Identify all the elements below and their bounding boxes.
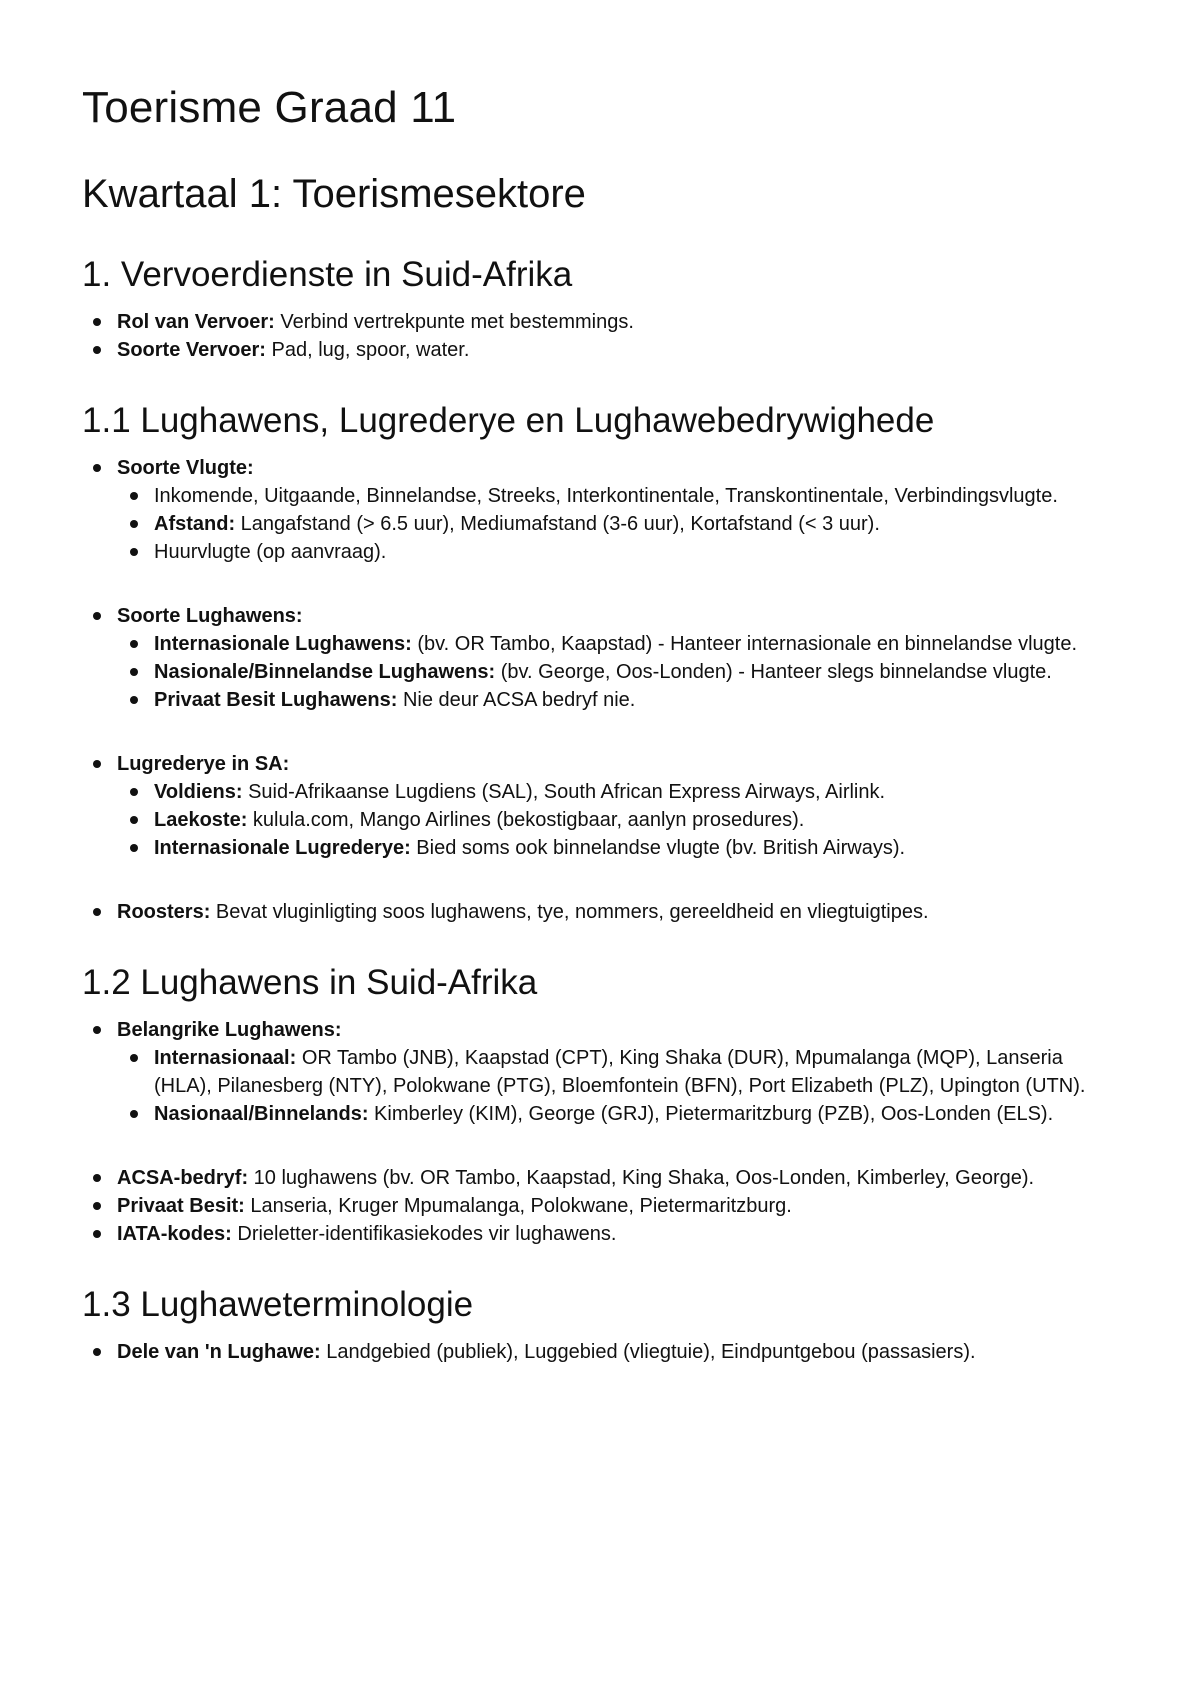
section-heading: 1.3 Lughaweterminologie <box>82 1285 474 1324</box>
item-label: Lugrederye in SA: <box>117 753 290 775</box>
sub-list-item <box>154 806 1120 834</box>
item-label: Roosters: <box>117 901 211 923</box>
section-heading: 1. Vervoerdienste in Suid-Afrika <box>82 255 573 294</box>
item-text: Kimberley (KIM), George (GRJ), Pietermaritzburg (PZB), Oos-Londen (ELS). <box>368 1103 1054 1125</box>
item-label: Afstand: <box>154 513 236 535</box>
list-item <box>117 602 1120 714</box>
item-label: Internasionaal: <box>154 1047 297 1069</box>
sub-list-item <box>154 630 1120 658</box>
item-label: Internasionale Lughawens: <box>154 633 412 655</box>
item-text: Bevat vluginligting soos lughawens, tye, nommers, gereeldheid en vliegtuigtipes. <box>210 901 929 923</box>
item-text: Pad, lug, spoor, water. <box>265 339 470 361</box>
item-label: Belangrike Lughawens: <box>117 1019 342 1041</box>
item-text: Landgebied (publiek), Luggebied (vliegtuie), Eindpuntgebou (passasiers). <box>320 1341 976 1363</box>
item-label: Internasionale Lugrederye: <box>154 837 411 859</box>
item-label: Soorte Vervoer: <box>117 339 266 361</box>
bullet-list <box>117 454 1120 566</box>
item-text: kulula.com, Mango Airlines (bekostigbaar, aanlyn prosedures). <box>247 809 805 831</box>
quarter-title: Kwartaal 1: Toerismesektore <box>82 172 586 216</box>
sub-list-item <box>154 538 1120 566</box>
item-text: (bv. OR Tambo, Kaapstad) - Hanteer internasionale en binnelandse vlugte. <box>411 633 1078 655</box>
sub-list <box>154 482 1120 566</box>
section-airport-terminology <box>82 1284 1120 1366</box>
list-item <box>117 1192 1120 1220</box>
item-label: Soorte Lughawens: <box>117 605 303 627</box>
list-item <box>117 308 1120 336</box>
section-heading: 1.2 Lughawens in Suid-Afrika <box>82 963 538 1002</box>
sub-list-item <box>154 1100 1120 1128</box>
sub-list-item <box>154 1044 1120 1100</box>
sub-list-item <box>154 778 1120 806</box>
item-label: Dele van 'n Lughawe: <box>117 1341 321 1363</box>
item-label: Soorte Vlugte: <box>117 457 254 479</box>
bullet-list <box>117 602 1120 714</box>
section-airports-sa <box>82 962 1120 1248</box>
sub-list <box>154 1044 1120 1128</box>
sub-list <box>154 778 1120 862</box>
item-text: Bied soms ook binnelandse vlugte (bv. British Airways). <box>410 837 906 859</box>
sub-list-item <box>154 658 1120 686</box>
document-title: Toerisme Graad 11 <box>82 83 457 132</box>
sub-list-item <box>154 834 1120 862</box>
list-item <box>117 898 1120 926</box>
item-text: OR Tambo (JNB), Kaapstad (CPT), King Shaka (DUR), Mpumalanga (MQP), Lanseria (HLA), Pilanesberg (NTY), Polokwane (PTG), Bloemfontein (BFN), Port Elizabeth (PLZ), Upington (UTN). <box>154 1047 1086 1097</box>
item-text: 10 lughawens (bv. OR Tambo, Kaapstad, King Shaka, Oos-Londen, Kimberley, George). <box>248 1167 1035 1189</box>
list-item <box>117 1220 1120 1248</box>
item-text: Suid-Afrikaanse Lugdiens (SAL), South African Express Airways, Airlink. <box>242 781 886 803</box>
sub-list <box>154 630 1120 714</box>
bullet-list <box>117 898 1120 926</box>
list-item <box>117 336 1120 364</box>
list-item <box>117 750 1120 862</box>
list-item <box>117 454 1120 566</box>
item-label: Nasionaal/Binnelands: <box>154 1103 369 1125</box>
item-label: Rol van Vervoer: <box>117 311 275 333</box>
bullet-list <box>117 1016 1120 1128</box>
item-text: Langafstand (> 6.5 uur), Mediumafstand (3-6 uur), Kortafstand (< 3 uur). <box>235 513 880 535</box>
list-item <box>117 1338 1120 1366</box>
item-text: Verbind vertrekpunte met bestemmings. <box>274 311 634 333</box>
list-item <box>117 1164 1120 1192</box>
bullet-list <box>117 1164 1120 1248</box>
item-text: Huurvlugte (op aanvraag). <box>154 541 387 563</box>
item-label: Privaat Besit: <box>117 1195 245 1217</box>
item-text: Inkomende, Uitgaande, Binnelandse, Streeks, Interkontinentale, Transkontinentale, Verbindingsvlugte. <box>154 485 1058 507</box>
item-label: Voldiens: <box>154 781 243 803</box>
item-text: Lanseria, Kruger Mpumalanga, Polokwane, Pietermaritzburg. <box>244 1195 792 1217</box>
section-transport-services <box>82 254 1120 364</box>
sub-list-item <box>154 482 1120 510</box>
item-label: Nasionale/Binnelandse Lughawens: <box>154 661 496 683</box>
item-text: Drieletter-identifikasiekodes vir lughawens. <box>231 1223 617 1245</box>
item-label: ACSA-bedryf: <box>117 1167 249 1189</box>
item-text: Nie deur ACSA bedryf nie. <box>397 689 636 711</box>
item-text: (bv. George, Oos-Londen) - Hanteer slegs binnelandse vlugte. <box>495 661 1052 683</box>
bullet-list <box>117 1338 1120 1366</box>
section-heading: 1.1 Lughawens, Lugrederye en Lughawebedrywighede <box>82 401 935 440</box>
bullet-list <box>117 750 1120 862</box>
sub-list-item <box>154 686 1120 714</box>
sub-list-item <box>154 510 1120 538</box>
item-label: IATA-kodes: <box>117 1223 232 1245</box>
item-label: Privaat Besit Lughawens: <box>154 689 398 711</box>
item-label: Laekoste: <box>154 809 248 831</box>
bullet-list <box>117 308 1120 364</box>
list-item <box>117 1016 1120 1128</box>
section-airports-airlines <box>82 400 1120 926</box>
